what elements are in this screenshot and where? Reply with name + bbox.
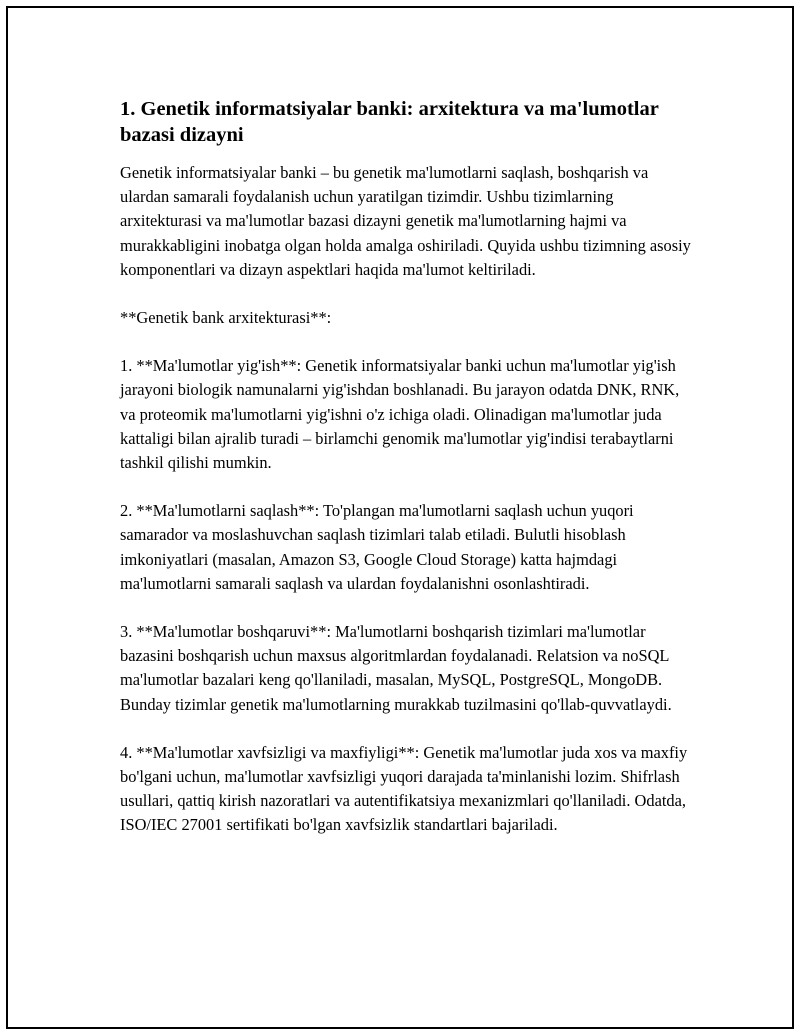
list-item: 1. **Ma'lumotlar yig'ish**: Genetik informatsiyalar banki uchun ma'lumotlar yig'ish jarayoni biologik namunalarni yig'ishdan boshlanadi. Bu jarayon odatda DNK, RNK, va proteomik ma'lumotlarni yig'ishni o'z ichiga oladi. Olinadigan ma'lumotlar juda kattaligi bilan ajralib turadi – birlamchi genomik ma'lumotlar yig'indisi terabaytlarni tashkil qilishi mumkin.	[120, 356, 680, 473]
section-title: **Genetik bank arxitekturasi**:	[120, 308, 332, 328]
list-item: 3. **Ma'lumotlar boshqaruvi**: Ma'lumotlarni boshqarish tizimlari ma'lumotlar bazasini boshqarish uchun maxsus algoritmlardan foydalanadi. Relatsion va noSQL ma'lumotlar bazalari keng qo'llaniladi, masalan, MySQL, PostgreSQL, MongoDB. Bunday tizimlar genetik ma'lumotlarning murakkab tuzilmasini qo'llab-quvvatlaydi.	[120, 622, 672, 714]
page-frame	[6, 6, 794, 1029]
document-heading: 1. Genetik informatsiyalar banki: arxitektura va ma'lumotlar bazasi dizayni	[120, 98, 659, 146]
list-item: 2. **Ma'lumotlarni saqlash**: To'plangan ma'lumotlarni saqlash uchun yuqori samarador va moslashuvchan saqlash tizimlari talab etiladi. Bulutli hisoblash imkoniyatlari (masalan, Amazon S3, Google Cloud Storage) katta hajmdagi ma'lumotlarni samarali saqlash va ulardan foydalanishni osonlashtiradi.	[120, 501, 634, 593]
list-item: 4. **Ma'lumotlar xavfsizligi va maxfiyligi**: Genetik ma'lumotlar juda xos va maxfiy bo'lgani uchun, ma'lumotlar xavfsizligi yuqori darajada ta'minlanishi lozim. Shifrlash usullari, qattiq kirish nazoratlari va autentifikatsiya mexanizmlari qo'llaniladi. Odatda, ISO/IEC 27001 sertifikati bo'lgan xavfsizlik standartlari bajariladi.	[120, 742, 688, 835]
document-body	[120, 96, 692, 838]
intro-paragraph: Genetik informatsiyalar banki – bu genetik ma'lumotlarni saqlash, boshqarish va ulardan samarali foydalanish uchun yaratilgan tizimdir. Ushbu tizimlarning arxitekturasi va ma'lumotlar bazasi dizayni genetik ma'lumotlarning hajmi va murakkabligini inobatga olgan holda amalga oshiriladi. Quyida ushbu tizimning asosiy komponentlari va dizayn aspektlari haqida ma'lumot keltiriladi.	[120, 163, 691, 279]
